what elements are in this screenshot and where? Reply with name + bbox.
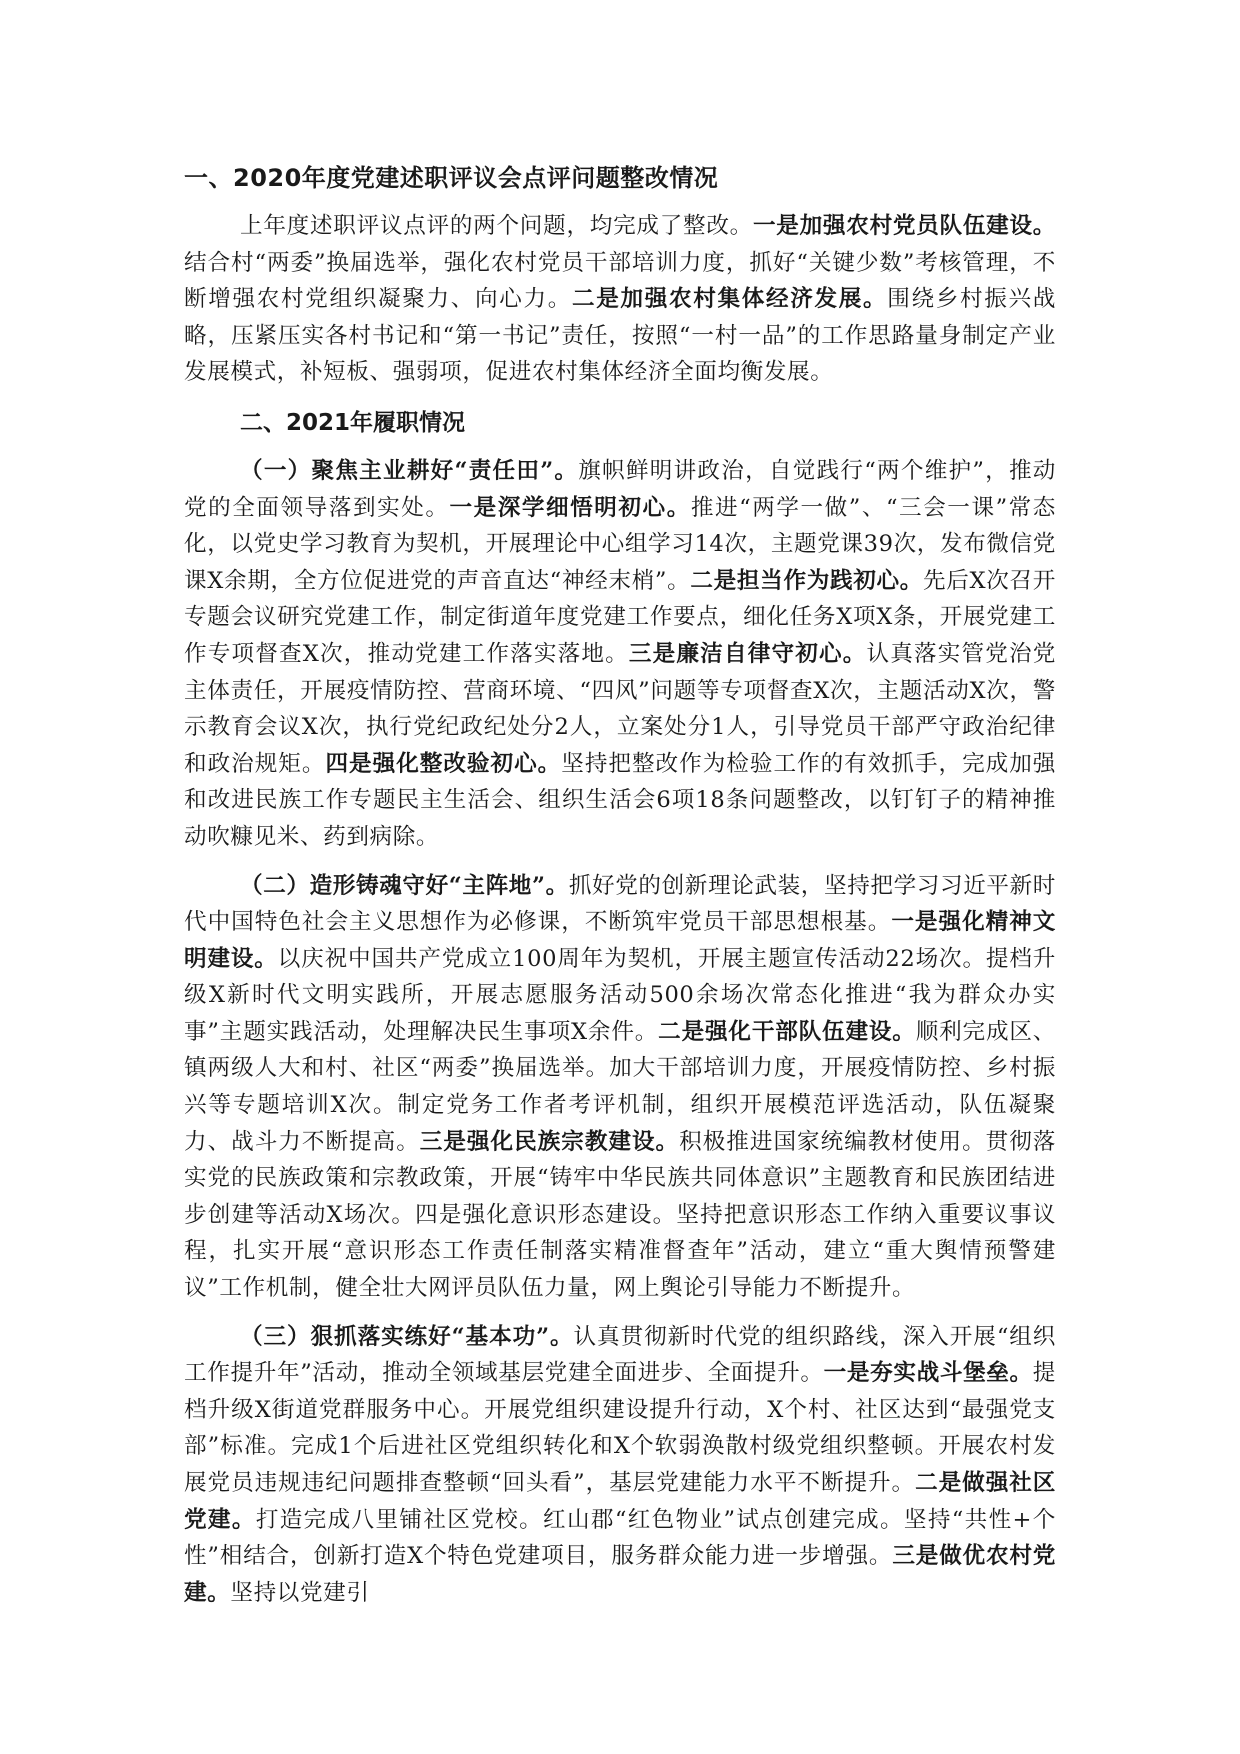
body-text: 认真落实管党治党主体责任，开展疫情防控、营商环境、“四风”问题等专项督查X次，主题活动X次，警示教育会议X次，执行党纪政纪处分2人，立案处分1人，引导党员干部严守政治纪律和政治规矩。 [184, 640, 1057, 777]
bold-lead-text: 一是加强农村党员队伍建设。 [752, 213, 1056, 239]
bold-lead-text: 一是夯实战斗堡垒。 [823, 1360, 1033, 1387]
body-text: 上年度述职评议点评的两个问题，均完成了整改。 [240, 213, 753, 239]
bold-lead-text: 二是做强社区党建。 [184, 1470, 1056, 1533]
paragraph-rectification [184, 208, 1056, 391]
body-text: 先后X次召开专题会议研究党建工作，制定街道年度党建工作要点，细化任务X项X条，开展党建工作专项督查X次，推动党建工作落实落地。 [184, 567, 1057, 667]
body-text: 坚持把整改作为检验工作的有效抓手，完成加强和改进民族工作专题民主生活会、组织生活会6项18条问题整改，以钉钉子的精神推动吹糠见米、药到病除。 [184, 750, 1056, 850]
bold-lead-text: 三是廉洁自律守初心。 [628, 640, 867, 667]
paragraph-main-business [184, 453, 1056, 856]
bold-lead-text: 一是强化精神文明建设。 [184, 909, 1057, 972]
body-text: 积极推进国家统编教材使用。贯彻落实党的民族政策和宗教政策，开展“铸牢中华民族共同体意识”主题教育和民族团结进步创建等活动X场次。四是强化意识形态建设。坚持把意识形态工作纳入重要议事议程，扎实开展“意识形态工作责任制落实精准督查年”活动，建立“重大舆情预警建议”工作机制，健全壮大网评员队伍力量，网上舆论引导能力不断提升。 [184, 1128, 1056, 1302]
body-text: 提档升级X街道党群服务中心。开展党组织建设提升行动，X个村、社区达到“最强党支部”标准。完成1个后进社区党组织转化和X个软弱涣散村级党组织整顿。开展农村发展党员违规违纪问题排查整顿“回头看”，基层党建能力水平不断提升。 [184, 1360, 1056, 1496]
bold-lead-text: （二）造形铸魂守好“主阵地”。 [240, 872, 569, 899]
body-text: 旗帜鲜明讲政治，自觉践行“两个维护”，推动党的全面领导落到实处。 [184, 457, 1057, 521]
body-text: 认真贯彻新时代党的组织路线，深入开展“组织工作提升年”活动，推动全领域基层党建全面进步、全面提升。 [184, 1323, 1057, 1387]
bold-lead-text: 一是深学细悟明初心。 [449, 494, 691, 521]
body-text: 推进“两学一做”、“三会一课”常态化，以党史学习教育为契机，开展理论中心组学习14次，主题党课39次，发布微信党课X余期，全方位促进党的声音直达“神经末梢”。 [184, 494, 1056, 594]
bold-lead-text: 二是担当作为践初心。 [690, 567, 924, 594]
bold-lead-text: 三是做优农村党建。 [184, 1543, 1056, 1606]
document-body [184, 160, 1056, 1623]
bold-lead-text: （一）聚焦主业耕好“责任田”。 [240, 457, 579, 484]
body-text: 结合村“两委”换届选举，强化农村党员干部培训力度，抓好“关键少数”考核管理，不断增强农村党组织凝聚力、向心力。 [184, 249, 1056, 313]
bold-lead-text: 二是加强农村集体经济发展。 [572, 286, 888, 313]
body-text: 坚持以党建引 [230, 1579, 370, 1606]
body-text: 抓好党的创新理论武装，坚持把学习习近平新时代中国特色社会主义思想作为必修课，不断筑牢党员干部思想根基。 [184, 872, 1056, 936]
body-text: 围绕乡村振兴战略，压紧压实各村书记和“第一书记”责任，按照“一村一品”的工作思路量身制定产业发展模式，补短板、强弱项，促进农村集体经济全面均衡发展。 [184, 286, 1056, 386]
section-heading-2: 二、2021年履职情况 [240, 409, 466, 436]
bold-lead-text: 二是强化干部队伍建设。 [658, 1018, 916, 1045]
body-text: 以庆祝中国共产党成立100周年为契机，开展主题宣传活动22场次。提档升级X新时代文明实践所，开展志愿服务活动500余场次常态化推进“我为群众办实事”主题实践活动，处理解决民生事项X余件。 [184, 945, 1056, 1045]
body-text: 顺利完成区、镇两级人大和村、社区“两委”换届选举。加大干部培训力度，开展疫情防控、乡村振兴等专题培训X次。制定党务工作者考评机制，组织开展模范评选活动，队伍凝聚力、战斗力不断提高。 [184, 1018, 1056, 1155]
body-text: 打造完成八里铺社区党校。红山郡“红色物业”试点创建完成。坚持“共性+个性”相结合，创新打造X个特色党建项目，服务群众能力进一步增强。 [184, 1506, 1056, 1570]
paragraph-basic-skills [184, 1319, 1056, 1612]
paragraph-main-front [184, 868, 1056, 1307]
section-heading-1: 一、2020年度党建述职评议会点评问题整改情况 [184, 164, 719, 192]
bold-lead-text: 三是强化民族宗教建设。 [419, 1128, 680, 1155]
bold-lead-text: 四是强化整改验初心。 [325, 750, 562, 777]
bold-lead-text: （三）狠抓落实练好“基本功”。 [240, 1323, 574, 1350]
